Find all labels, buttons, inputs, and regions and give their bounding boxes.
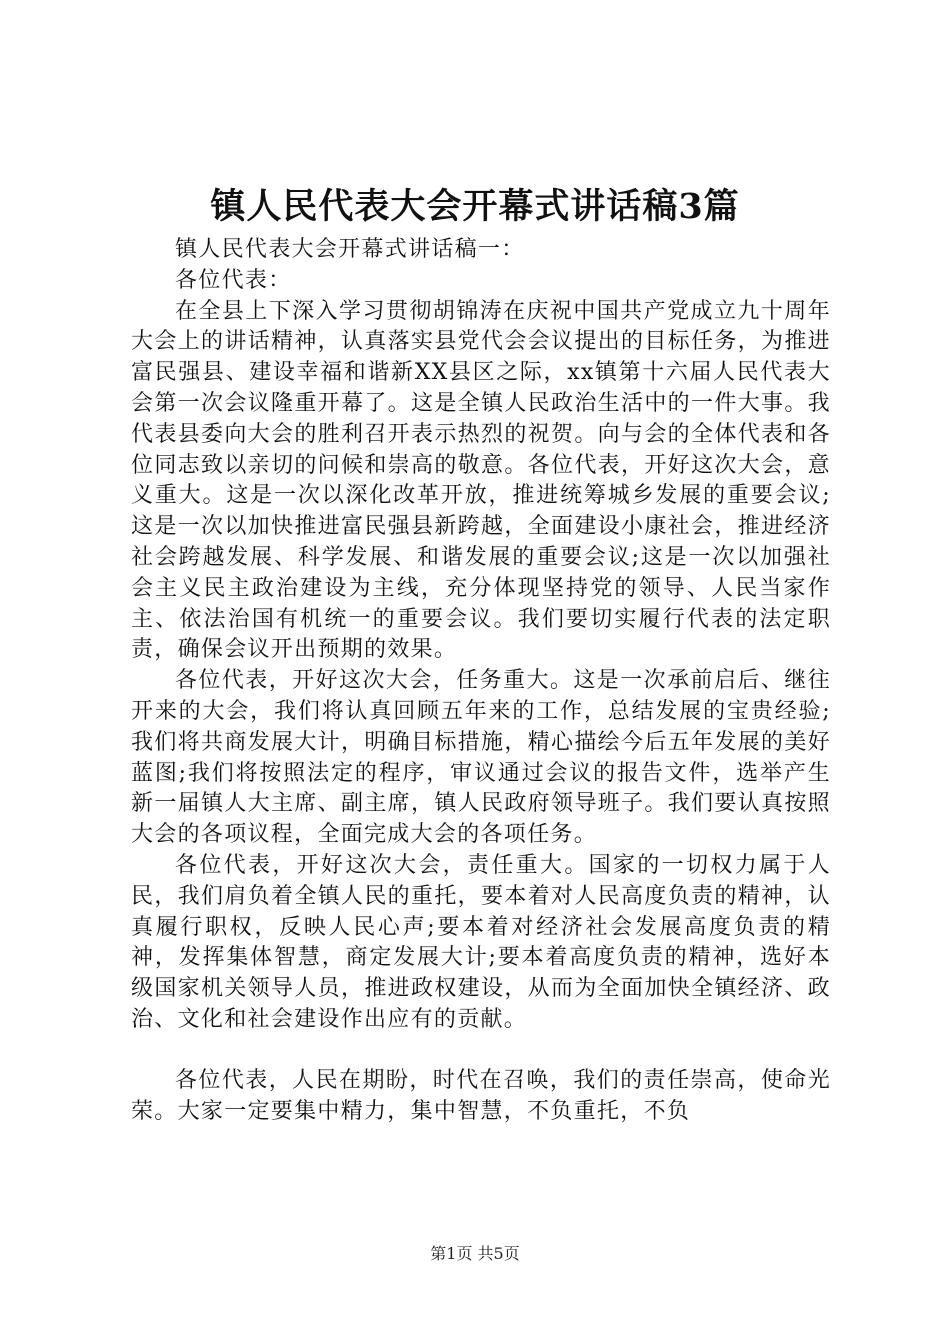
paragraph: 各位代表，人民在期盼，时代在召唤，我们的责任崇高，使命光荣。大家一定要集中精力，集中智慧，不负重托，不负 [131,1067,831,1124]
paragraph-salutation: 各位代表： [175,267,292,293]
paragraph-subtitle: 镇人民代表大会开幕式讲话稿一： [175,237,525,262]
paragraph: 在全县上下深入学习贯彻胡锦涛在庆祝中国共产党成立九十周年大会上的讲话精神，认真落实县党代会会议提出的目标任务，为推进富民强县、建设幸福和谐新XX县区之际，xx镇第十六届人民代表大会第一次会议隆重开幕了。这是全镇人民政治生活中的一件大事。我代表县委向大会的胜利召开表示热烈的祝贺。向与会的全体代表和各位同志致以亲切的问候和崇高的敬意。各位代表，开好这次大会，意义重大。这是一次以深化改革开放，推进统筹城乡发展的重要会议;这是一次以加快推进富民强县新跨越，全面建设小康社会，推进经济社会跨越发展、科学发展、和谐发展的重要会议;这是一次以加强社会主义民主政治建设为主线，充分体现坚持党的领导、人民当家作主、依法治国有机统一的重要会议。我们要切实履行代表的法定职责，确保会议开出预期的效果。 [131,298,831,663]
document-body [131,235,831,1127]
paragraph: 各位代表，开好这次大会，责任重大。国家的一切权力属于人民，我们肩负着全镇人民的重托，要本着对人民高度负责的精神，认真履行职权，反映人民心声;要本着对经济社会发展高度负责的精神，发挥集体智慧，商定发展大计;要本着高度负责的精神，选好本级国家机关领导人员，推进政权建设，从而为全面加快全镇经济、政治、文化和社会建设作出应有的贡献。 [131,852,831,1032]
page-footer: 第1页 共5页 [430,1244,520,1263]
paragraph: 各位代表，开好这次大会，任务重大。这是一次承前启后、继往开来的大会，我们将认真回顾五年来的工作，总结发展的宝贵经验;我们将共商发展大计，明确目标措施，精心描绘今后五年发展的美好蓝图;我们将按照法定的程序，审议通过会议的报告文件，选举产生新一届镇人大主席、副主席，镇人民政府领导班子。我们要认真按照大会的各项议程，全面完成大会的各项任务。 [131,668,831,848]
document-title: 镇人民代表大会开幕式讲话稿3篇 [210,186,740,227]
